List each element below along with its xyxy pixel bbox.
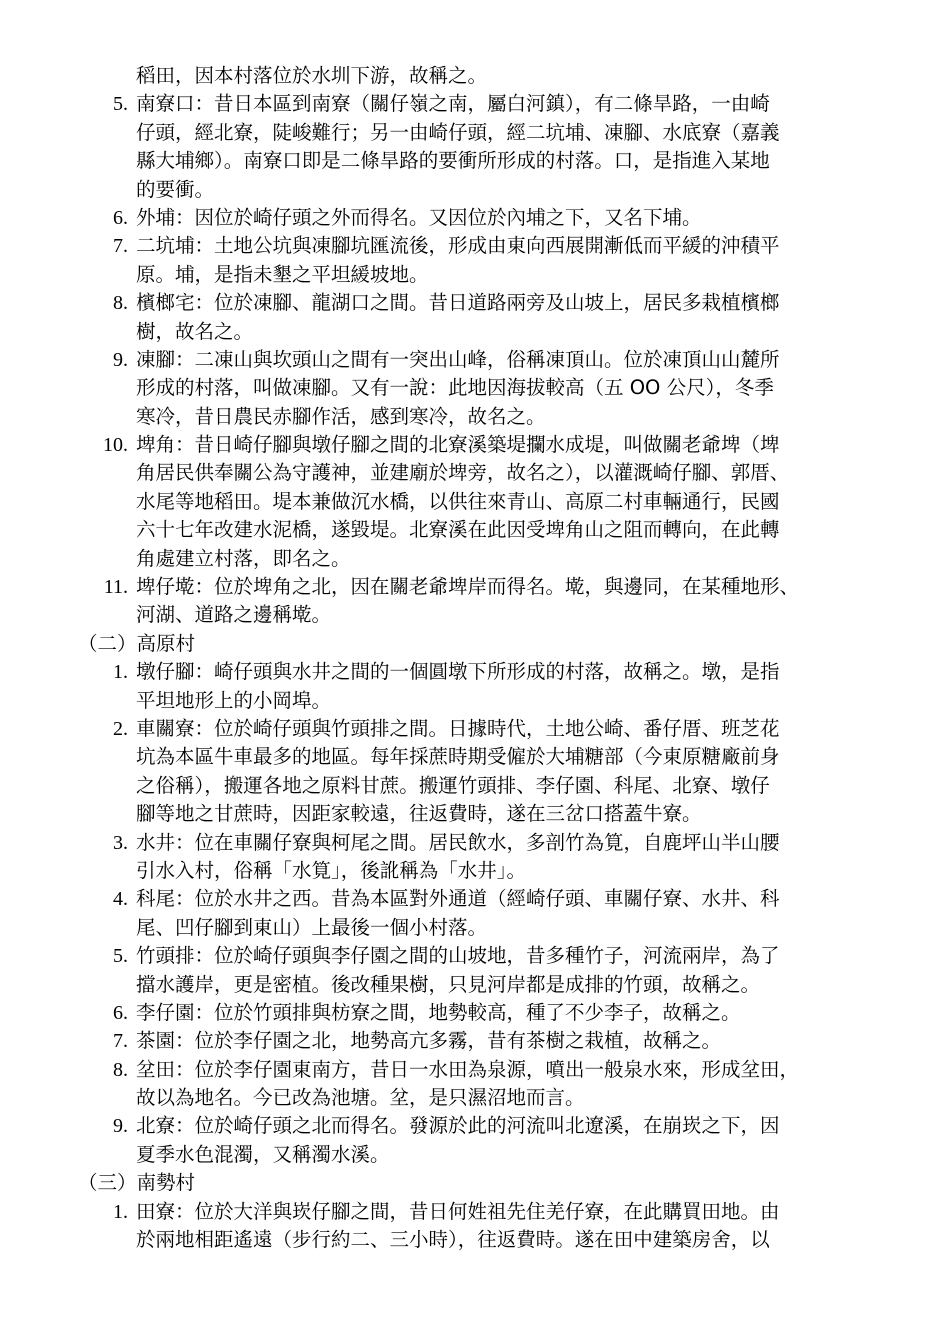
item-text xyxy=(136,346,896,431)
item-number: 8. xyxy=(113,292,128,315)
text-line: 仔頭，經北寮，陡峻難行；另一由崎仔頭，經二坑埔、凍腳、水底寮（嘉義 xyxy=(136,120,780,144)
item-text xyxy=(136,885,896,942)
list-item xyxy=(0,346,950,431)
text-line: 夏季水色混濁，又稱濁水溪。 xyxy=(136,1142,390,1166)
text-line: 二坑埔：土地公坑與凍腳坑匯流後，形成由東向西展開漸低而平緩的沖積平 xyxy=(136,234,780,258)
item-number: 11. xyxy=(103,576,128,599)
item-text xyxy=(136,715,896,829)
text-line: 水尾等地稻田。堤本兼做沉水橋，以供往來青山、高原二村車輛通行，民國 xyxy=(136,489,780,513)
list-item xyxy=(0,90,950,204)
list-item xyxy=(0,829,950,886)
item-number: 5. xyxy=(113,93,128,116)
list-item xyxy=(0,1056,950,1113)
text-line: 李仔園：位於竹頭排與枋寮之間，地勢較高，種了不少李子，故稱之。 xyxy=(136,1000,741,1024)
item-text xyxy=(136,829,896,886)
list-item xyxy=(0,204,950,232)
item-number: 1. xyxy=(113,1200,128,1223)
section-1-list xyxy=(0,90,950,629)
text-line: 之俗稱），搬運各地之原料甘蔗。搬運竹頭排、李仔園、科尾、北寮、墩仔 xyxy=(136,773,770,797)
list-item xyxy=(0,1112,950,1169)
text-line: 坌田：位於李仔園東南方，昔日一水田為泉源，噴出一般泉水來，形成坌田， xyxy=(136,1057,800,1081)
text-line: 外埔：因位於崎仔頭之外而得名。又因位於內埔之下，又名下埔。 xyxy=(136,205,702,229)
text-line: 北寮：位於崎仔頭之北而得名。發源於此的河流叫北遼溪，在崩崁之下，因 xyxy=(136,1114,780,1138)
text-line: 車關寮：位於崎仔頭與竹頭排之間。日據時代，土地公崎、番仔厝、班芝花 xyxy=(136,716,780,740)
item-number: 6. xyxy=(113,206,128,229)
text-line: 故以為地名。今已改為池塘。坌，是只濕沼地而言。 xyxy=(136,1086,585,1110)
item-number: 10. xyxy=(103,434,128,457)
text-line: 角處建立村落，即名之。 xyxy=(136,546,351,570)
text-line: 引水入村，俗稱「水筧」，後訛稱為「水井」。 xyxy=(136,858,527,882)
item-text xyxy=(136,1198,896,1255)
item-text xyxy=(136,1027,896,1055)
text-line: 六十七年改建水泥橋，遂毀堤。北寮溪在此因受埤角山之阻而轉向，在此轉 xyxy=(136,518,780,542)
item-text xyxy=(136,658,896,715)
item-text xyxy=(136,942,896,999)
text-line: 坑為本區牛車最多的地區。每年採蔗時期受僱於大埔糖部（今東原糖廠前身 xyxy=(136,745,780,769)
section-2-list xyxy=(0,658,950,1169)
text-line: 尾、凹仔腳到東山）上最後一個小村落。 xyxy=(136,915,488,939)
item-text xyxy=(136,431,896,573)
item-number: 1. xyxy=(113,661,128,684)
text-line: 寒冷，昔日農民赤腳作活，感到寒冷，故名之。 xyxy=(136,404,546,428)
text-line: 於兩地相距遙遠（步行約二、三小時），往返費時。遂在田中建築房舍，以 xyxy=(136,1228,770,1252)
text-line: 墩仔腳：崎仔頭與水井之間的一個圓墩下所形成的村落，故稱之。墩，是指 xyxy=(136,660,780,684)
item-number: 6. xyxy=(113,1001,128,1024)
item-text xyxy=(136,1056,896,1113)
item-text xyxy=(136,232,896,289)
text-line: 水井：位在車關仔寮與柯尾之間。居民飲水，多剖竹為筧，自鹿坪山半山腰 xyxy=(136,830,780,854)
item-number: 3. xyxy=(113,831,128,854)
text-line: 腳等地之甘蔗時，因距家較遠，往返費時，遂在三岔口搭蓋牛寮。 xyxy=(136,802,702,826)
list-item xyxy=(0,658,950,715)
item-text xyxy=(136,289,896,346)
text-line: 原。埔，是指未墾之平坦緩坡地。 xyxy=(136,262,429,286)
item-number: 9. xyxy=(113,348,128,371)
text-line: 縣大埔鄉）。南寮口即是二條旱路的要衝所形成的村落。口，是指進入某地 xyxy=(136,149,770,173)
item-text xyxy=(136,204,896,232)
item-number: 4. xyxy=(113,888,128,911)
text-line: 樹，故名之。 xyxy=(136,319,254,343)
list-item xyxy=(0,431,950,573)
text-line: 平坦地形上的小岡埠。 xyxy=(136,688,332,712)
text-line: 角居民供奉關公為守護神，並建廟於埤旁，故名之），以灌溉崎仔腳、郭厝、 xyxy=(136,461,790,485)
list-item xyxy=(0,942,950,999)
list-item xyxy=(0,573,950,630)
item-number: 9. xyxy=(113,1115,128,1138)
text-line: 擋水護岸，更是密植。後改種果樹，只見河岸都是成排的竹頭，故稱之。 xyxy=(136,972,761,996)
text-line: 形成的村落，叫做凍腳。又有一說：此地因海拔較高（五 OO 公尺），冬季 xyxy=(136,376,774,400)
item-number: 7. xyxy=(113,1030,128,1053)
list-item xyxy=(0,999,950,1027)
list-item xyxy=(0,885,950,942)
document-page xyxy=(0,62,950,1254)
list-item xyxy=(0,1027,950,1055)
text-line: 竹頭排：位於崎仔頭與李仔園之間的山坡地，昔多種竹子，河流兩岸，為了 xyxy=(136,944,780,968)
text-line: 凍腳：二凍山與坎頭山之間有一突出山峰，俗稱凍頂山。位於凍頂山山麓所 xyxy=(136,347,780,371)
list-item xyxy=(0,715,950,829)
section-3-list xyxy=(0,1198,950,1255)
text-line: 南寮口：昔日本區到南寮（關仔嶺之南，屬白河鎮），有二條旱路，一由崎 xyxy=(136,92,770,116)
text-line: 茶園：位於李仔園之北，地勢高亢多霧，昔有茶樹之栽植，故稱之。 xyxy=(136,1029,722,1053)
continuation-line: 稻田，因本村落位於水圳下游，故稱之。 xyxy=(136,64,488,87)
section-title-nanshi: （三）南勢村 xyxy=(78,1171,196,1195)
item-number: 7. xyxy=(113,235,128,258)
text-line: 埤角：昔日崎仔腳與墩仔腳之間的北寮溪築堤攔水成堤，叫做關老爺埤（埤 xyxy=(136,433,780,457)
text-line: 科尾：位於水井之西。昔為本區對外通道（經崎仔頭、車關仔寮、水井、科 xyxy=(136,887,780,911)
item-number: 8. xyxy=(113,1058,128,1081)
item-number: 5. xyxy=(113,945,128,968)
text-line: 河湖、道路之邊稱墘。 xyxy=(136,603,332,627)
text-line: 埤仔墘：位於埤角之北，因在關老爺埤岸而得名。墘，與邊同，在某種地形、 xyxy=(136,575,800,599)
text-line: 檳榔宅：位於凍腳、龍湖口之間。昔日道路兩旁及山坡上，居民多栽植檳榔 xyxy=(136,291,780,315)
list-item xyxy=(0,289,950,346)
text-line: 的要衝。 xyxy=(136,177,215,201)
item-number: 2. xyxy=(113,717,128,740)
item-text xyxy=(136,1112,896,1169)
section-title-gaoyuan: （二）高原村 xyxy=(78,631,196,655)
item-text xyxy=(136,999,896,1027)
item-text xyxy=(136,90,896,204)
text-line: 田寮：位於大洋與崁仔腳之間，昔日何姓祖先住羌仔寮，在此購買田地。由 xyxy=(136,1199,780,1223)
item-text xyxy=(136,573,896,630)
list-item xyxy=(0,1198,950,1255)
list-item xyxy=(0,232,950,289)
